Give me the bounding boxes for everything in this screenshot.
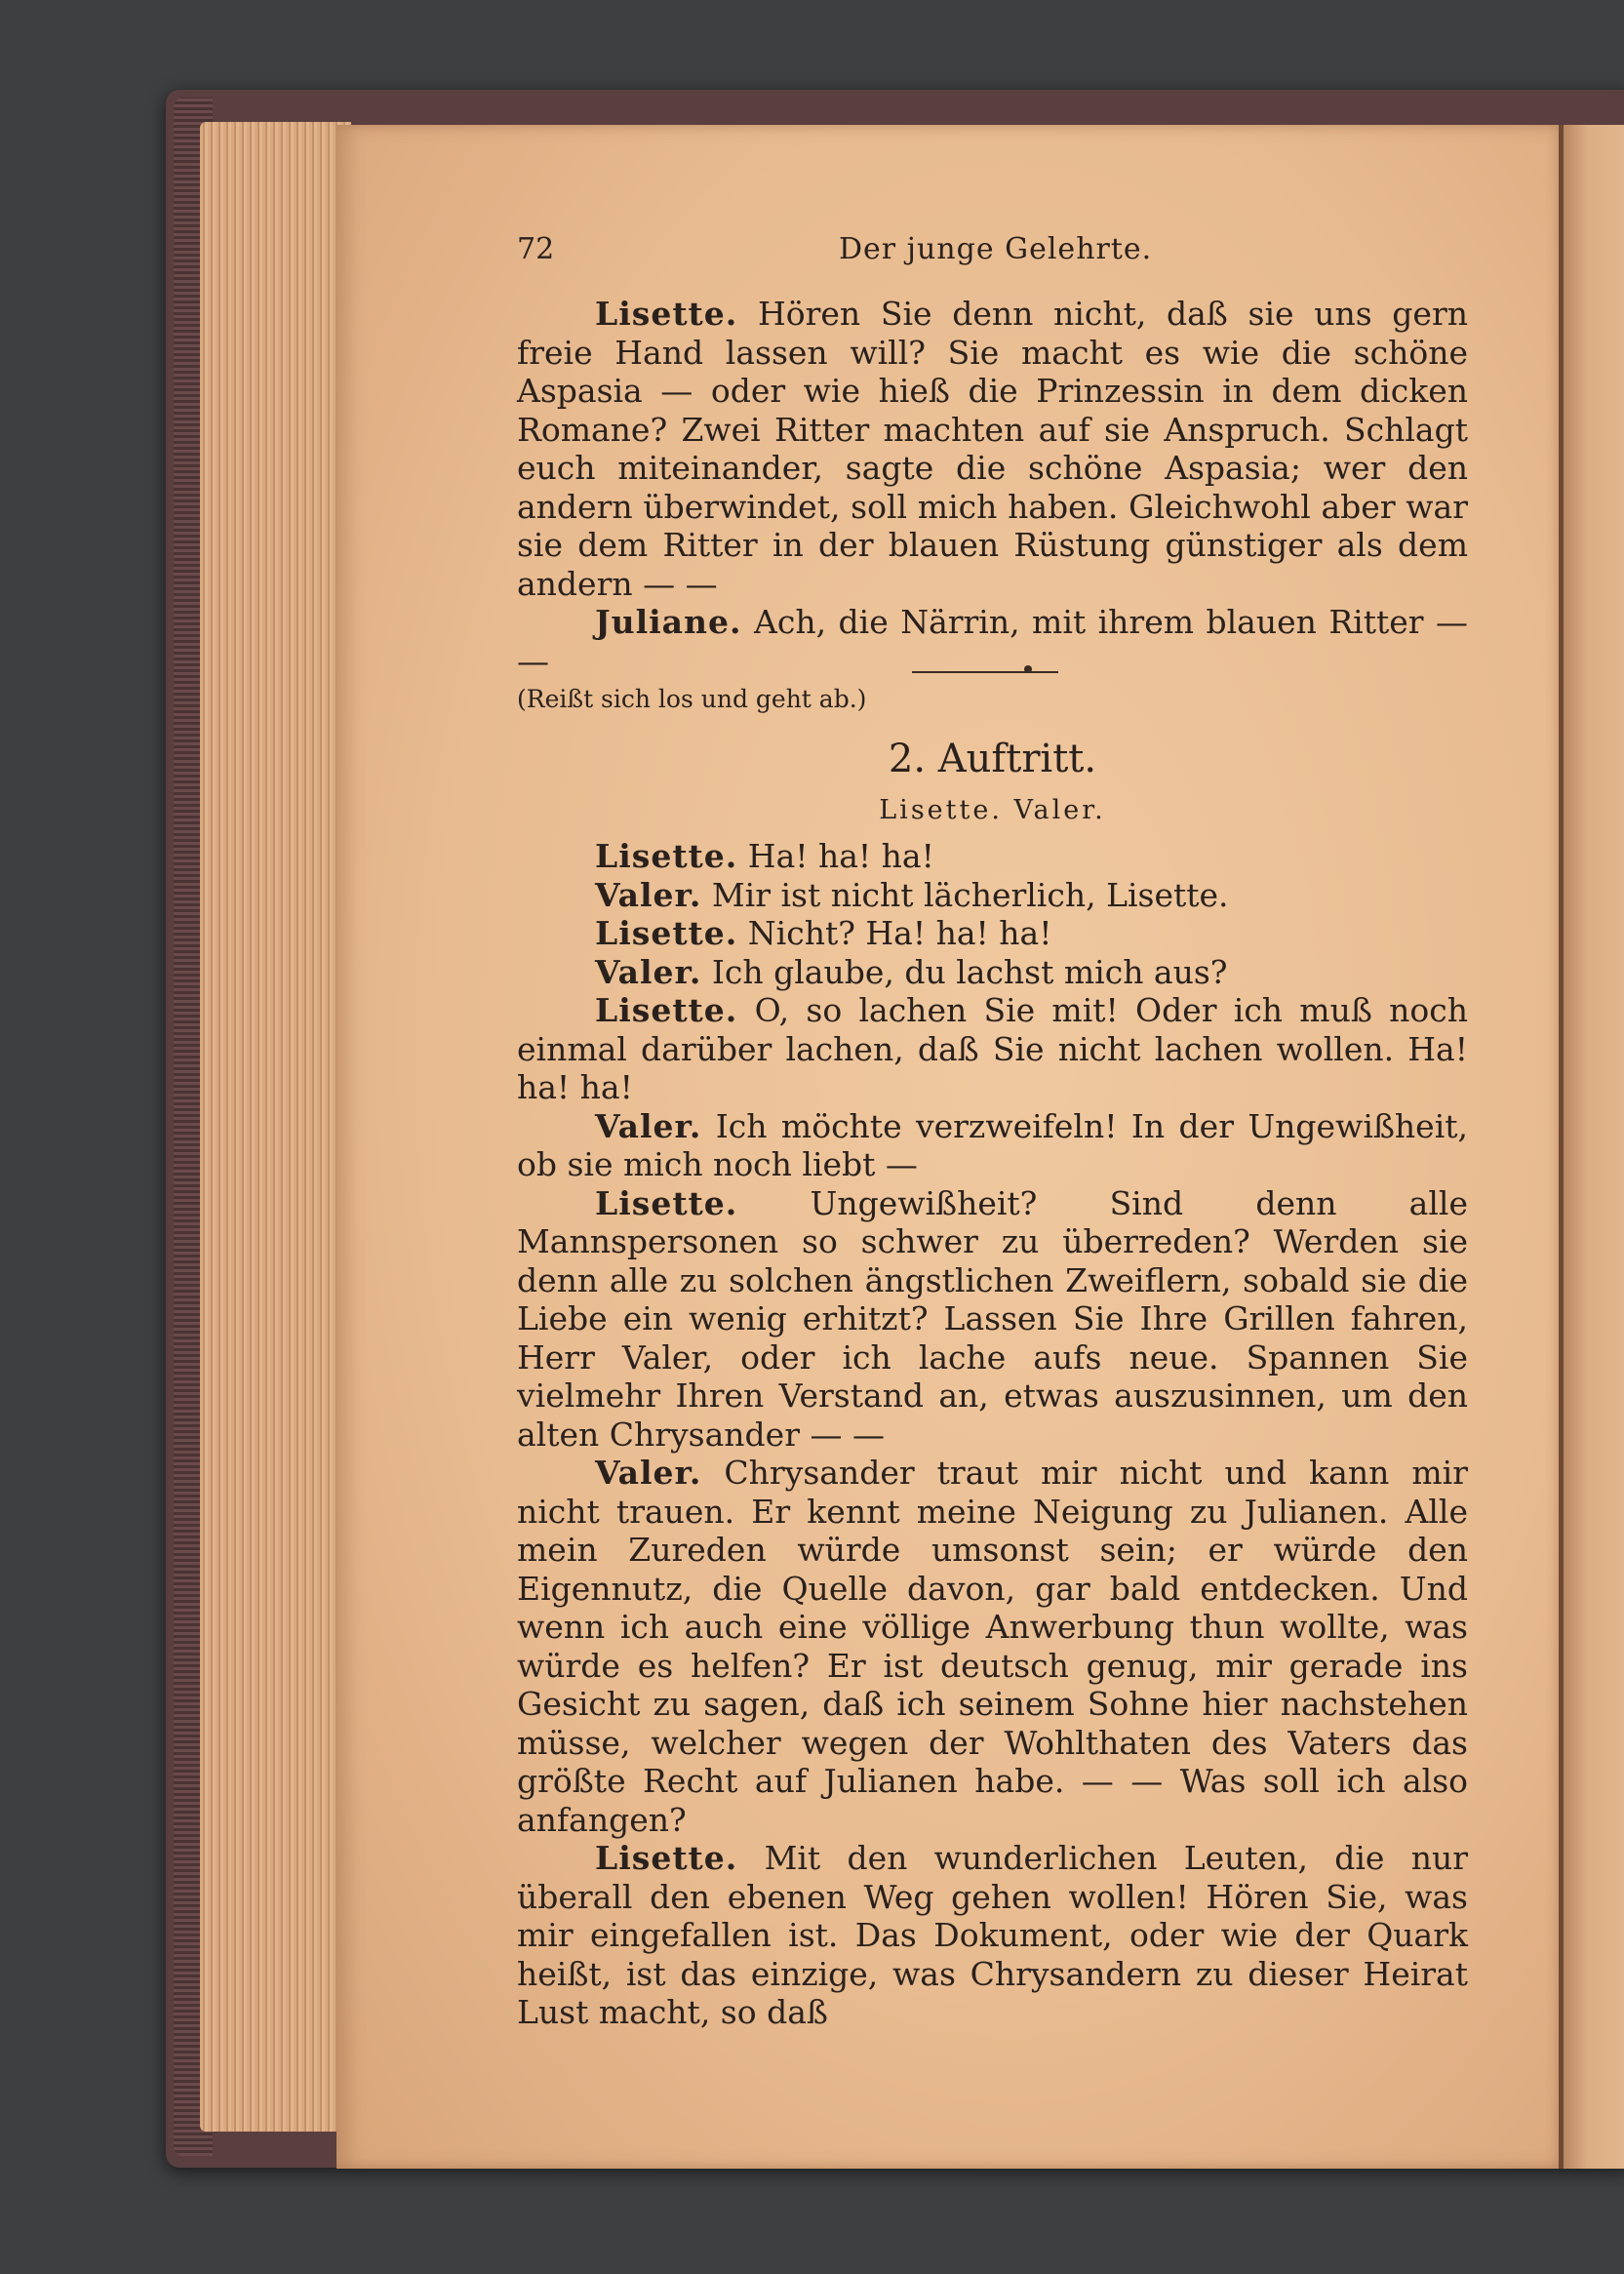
speech bbox=[517, 603, 1468, 680]
speaker-name: Valer. bbox=[595, 952, 702, 991]
speech bbox=[517, 295, 1468, 603]
speaker-name: Lisette. bbox=[595, 837, 738, 875]
speaker-name: Valer. bbox=[595, 1454, 702, 1492]
speaker-name: Lisette. bbox=[595, 295, 738, 333]
scene2-dialogue bbox=[517, 837, 1468, 2032]
speech-text: Nicht? Ha! ha! ha! bbox=[747, 914, 1052, 952]
speaker-name: Valer. bbox=[595, 1106, 702, 1145]
speaker-name: Lisette. bbox=[595, 1183, 738, 1222]
page-number: 72 bbox=[517, 232, 555, 266]
scene-cast: Lisette. Valer. bbox=[879, 795, 1106, 825]
speaker-name: Lisette. bbox=[595, 991, 738, 1029]
speech-text: Hören Sie denn nicht, daß sie uns gern freie Hand lassen will? Sie macht es wie die schöne Aspasia — oder wie hieß die Prinzessin in dem dicken Romane? Zwei Ritter machten auf sie Anspruch. Schlagt euch miteinander, sagte die schöne Aspasia; wer den andern überwindet, soll mich haben. Gleichwohl aber war sie dem Ritter in der blauen Rüstung günstiger als dem andern — — bbox=[517, 295, 1468, 603]
speaker-name: Juliane. bbox=[595, 603, 742, 641]
scene1-tail bbox=[517, 295, 1468, 719]
section-divider bbox=[912, 671, 1058, 673]
speech bbox=[517, 1184, 1468, 1455]
speech-text: Mit den wunderlichen Leuten, die nur überall den ebenen Weg gehen wollen! Hören Sie, was mir eingefallen ist. Das Dokument, oder wie der Quark heißt, ist das einzige, was Chrysandern zu dieser Heirat Lust macht, so daß bbox=[517, 1839, 1468, 2031]
speech bbox=[517, 837, 1468, 876]
speech-text: Ich möchte verzweifeln! In der Ungewißheit, ob sie mich noch liebt — bbox=[517, 1106, 1469, 1183]
speech-text: Ha! ha! ha! bbox=[747, 837, 934, 875]
speaker-name: Lisette. bbox=[595, 914, 738, 952]
speech-text: O, so lachen Sie mit! Oder ich muß noch einmal darüber lachen, daß Sie nicht lachen wollen. Ha! ha! ha! bbox=[517, 991, 1468, 1106]
speech bbox=[517, 1839, 1468, 2032]
speaker-name: Lisette. bbox=[595, 1839, 738, 1877]
page-block-edges bbox=[200, 122, 351, 2132]
speech bbox=[517, 876, 1468, 915]
stage-direction: (Reißt sich los und geht ab.) bbox=[517, 685, 867, 713]
speech bbox=[517, 953, 1468, 992]
speech-text: Mir ist nicht lächerlich, Lisette. bbox=[711, 875, 1229, 914]
running-head: Der junge Gelehrte. bbox=[839, 232, 1153, 266]
speech bbox=[517, 1107, 1468, 1184]
speech-text: Ungewißheit? Sind denn alle Mannspersonen so schwer zu überreden? Werden sie denn alle zu solchen ängstlichen Zweiflern, sobald sie die Liebe ein wenig erhitzt? Lassen Sie Ihre Grillen fahren, Herr Valer, oder ich lache aufs neue. Spannen Sie vielmehr Ihren Verstand an, etwas auszusinnen, um den alten Chrysander — — bbox=[517, 1183, 1468, 1454]
scene-title: 2. Auftritt. bbox=[888, 737, 1097, 781]
speech bbox=[517, 991, 1468, 1107]
speaker-name: Valer. bbox=[595, 875, 702, 914]
facing-page-edge bbox=[1564, 125, 1624, 2169]
speech-text: Ach, die Närrin, mit ihrem blauen Ritter — — bbox=[517, 603, 1469, 680]
speech bbox=[517, 1454, 1468, 1839]
divider-ornament bbox=[1024, 665, 1032, 673]
speech bbox=[517, 914, 1468, 953]
speech-text: Chrysander traut mir nicht und kann mir nicht trauen. Er kennt meine Neigung zu Julianen. Alle mein Zureden würde umsonst sein; er würde den Eigennutz, die Quelle davon, gar bald entdecken. Und wenn ich auch eine völlige Anwerbung thun wollte, was würde es helfen? Er ist deutsch genug, mir gerade ins Gesicht zu sagen, daß ich seinem Sohne hier nachstehen müsse, welcher wegen der Wohlthaten des Vaters das größte Recht auf Julianen habe. — — Was soll ich also anfangen? bbox=[517, 1454, 1468, 1839]
page-header bbox=[517, 232, 1468, 271]
speech-text: Ich glaube, du lachst mich aus? bbox=[711, 952, 1228, 991]
